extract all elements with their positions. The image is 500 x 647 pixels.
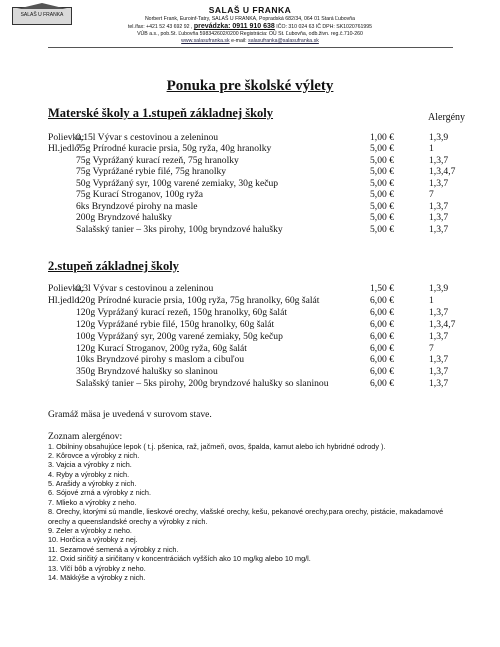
allergen-list-item: orechy a queenslandské orechy a výrobky z nich. [48,517,208,526]
allergen-list-item: 2. Kôrovce a výrobky z nich. [48,451,140,460]
header-ids: IČO: 310 024 63 IČ DPH: SK1020761995 [276,24,373,30]
header-bank: VÚB a.s., pob.St. Ľubovňa 598342602/0200 Registrácia: OÚ St. Ľubovňa, odb.živn. reg.č.710-260 [137,31,363,37]
allergen-list-item: 5. Arašidy a výrobky z nich. [48,479,137,488]
allergen-list-item: 7. Mlieko a výrobky z neho. [48,498,137,507]
menu-price: 5,00 € [370,178,394,189]
menu-price: 6,00 € [370,307,394,318]
menu-item: Salašský tanier – 3ks pirohy, 100g bryndzové halušky [76,224,283,235]
menu-price: 6,00 € [370,366,394,377]
menu-allergens: 7 [429,343,434,354]
menu-row [0,343,500,354]
menu-item: Salašský tanier – 5ks pirohy, 200g bryndzové halušky so slaninou [76,378,329,389]
menu-allergens: 1,3,9 [429,283,449,294]
menu-price: 5,00 € [370,201,394,212]
allergen-list-item: 11. Sezamové semená a výrobky z nich. [48,545,179,554]
menu-price: 5,00 € [370,143,394,154]
menu-row [0,283,500,294]
menu-price: 6,00 € [370,295,394,306]
menu-row [0,378,500,389]
menu-allergens: 1,3,7 [429,212,449,223]
menu-allergens: 1,3,7 [429,354,449,365]
menu-allergens: 1,3,7 [429,155,449,166]
allergen-list-item: 8. Orechy, ktorými sú mandle, lieskové orechy, vlašské orechy, kešu, pekanové orechy,para orechy, pistácie, makadamové [48,507,444,516]
menu-item: 120g Vyprážaný kurací rezeň, 150g hranolky, 60g šalát [76,307,287,318]
header-divider [48,47,453,48]
menu-allergens: 7 [429,189,434,200]
company-name: SALAŠ U FRANKA [208,5,292,15]
menu-price: 6,00 € [370,331,394,342]
menu-price: 6,00 € [370,343,394,354]
menu-price: 6,00 € [370,319,394,330]
menu-allergens: 1,3,7 [429,178,449,189]
header-web-link[interactable]: www.salasufranka.sk [181,38,230,44]
logo-text: SALAŠ U FRANKA [20,12,64,18]
menu-category: Polievka: [48,132,85,143]
allergen-list-item: 3. Vajcia a výrobky z nich. [48,460,132,469]
menu-row [0,201,500,212]
allergen-list-item: 10. Horčica a výrobky z nej. [48,535,138,544]
meat-weight-note: Gramáž mäsa je uvedená v surovom stave. [48,409,212,420]
menu-row [0,166,500,177]
header-web [0,38,500,44]
menu-allergens: 1,3,9 [429,132,449,143]
header-mail-link[interactable]: salasufranka@salasufranka.sk [248,38,319,44]
menu-allergens: 1,3,4,7 [429,166,456,177]
allergen-list-item: 13. Vlčí bôb a výrobky z neho. [48,564,146,573]
allergen-list-item: 12. Oxid siričitý a siričitany v koncentráciách vyšších ako 10 mg/kg alebo 10 mg/l. [48,554,311,563]
allergen-list-item: 4. Ryby a výrobky z nich. [48,470,130,479]
menu-allergens: 1,3,7 [429,366,449,377]
menu-allergens: 1,3,7 [429,378,449,389]
section-heading-1: Materské školy a 1.stupeň základnej školy [48,106,274,120]
allergen-list-title: Zoznam alergénov: [48,431,123,442]
menu-row [0,155,500,166]
menu-price: 5,00 € [370,189,394,200]
menu-category: Hl.jedlo: [48,295,82,306]
menu-item: 75g Prírodné kuracie prsia, 50g ryža, 40g hranolky [76,143,272,154]
menu-allergens: 1,3,7 [429,307,449,318]
menu-item: 75g Vyprážaný kurací rezeň, 75g hranolky [76,155,239,166]
menu-item: 120g Prírodné kuracie prsia, 100g ryža, 75g hranolky, 60g šalát [76,295,320,306]
menu-price: 6,00 € [370,354,394,365]
menu-row [0,307,500,318]
menu-price: 1,50 € [370,283,394,294]
menu-item: 350g Bryndzové halušky so slaninou [76,366,218,377]
menu-allergens: 1,3,4,7 [429,319,456,330]
allergen-list-item: 9. Zeler a výrobky z neho. [48,526,132,535]
header-contacts [0,23,500,30]
menu-row [0,143,500,154]
menu-price: 1,00 € [370,132,394,143]
page-title: Ponuka pre školské výlety [166,78,334,94]
menu-row [0,319,500,330]
menu-item: 120g Kurací Stroganov, 200g ryža, 60g šalát [76,343,247,354]
menu-category: Hl.jedlo: [48,143,82,154]
allergen-list-item: 6. Sójové zrná a výrobky z nich. [48,488,152,497]
menu-category: Polievka: [48,283,85,294]
menu-allergens: 1 [429,295,434,306]
menu-row [0,224,500,235]
menu-item: 75g Kurací Stroganov, 100g ryža [76,189,203,200]
menu-row [0,354,500,365]
menu-row [0,132,500,143]
menu-item: 120g Vyprážané rybie filé, 150g hranolky, 60g šalát [76,319,275,330]
menu-allergens: 1,3,7 [429,331,449,342]
menu-item: 10ks Bryndzové pirohy s maslom a cibuľou [76,354,245,365]
allergens-column-heading: Alergény [428,112,466,123]
menu-row [0,178,500,189]
menu-price: 5,00 € [370,224,394,235]
menu-item: 75g Vyprážané rybie filé, 75g hranolky [76,166,227,177]
menu-row [0,189,500,200]
header-mail-label: e-mail: [231,38,247,44]
menu-row [0,295,500,306]
menu-item: 200g Bryndzové halušky [76,212,172,223]
menu-allergens: 1,3,7 [429,201,449,212]
menu-item: 0,3l Vývar s cestovinou a zeleninou [76,283,214,294]
menu-price: 5,00 € [370,212,394,223]
header-address: Norbert Frank, Euroinf-Tatry, SALAŠ U FRANKA, Popradská 682/34, 064 01 Stará Ľubovňa [144,16,356,22]
menu-item: 6ks Bryndzové pirohy na masle [76,201,198,212]
header-operation-phone: prevádzka: 0911 910 638 [193,23,275,30]
header-phone: tel./fax: +421 52 43 692 92 , [127,24,193,30]
section-heading-2: 2.stupeň základnej školy [48,259,179,273]
menu-allergens: 1 [429,143,434,154]
menu-row [0,331,500,342]
menu-allergens: 1,3,7 [429,224,449,235]
menu-price: 6,00 € [370,378,394,389]
menu-item: 50g Vyprážaný syr, 100g varené zemiaky, 30g kečup [76,178,279,189]
menu-row [0,212,500,223]
menu-row [0,366,500,377]
menu-price: 5,00 € [370,166,394,177]
menu-item: 100g Vyprážaný syr, 200g varené zemiaky, 50g kečup [76,331,283,342]
allergen-list-item: 14. Mäkkýše a výrobky z nich. [48,573,146,582]
menu-price: 5,00 € [370,155,394,166]
menu-item: 0,15l Vývar s cestovinou a zeleninou [76,132,219,143]
allergen-list-item: 1. Obilniny obsahujúce lepok ( t.j. pšenica, raž, jačmeň, ovos, špalda, kamut alebo ich hybridné odrody ). [48,442,386,451]
